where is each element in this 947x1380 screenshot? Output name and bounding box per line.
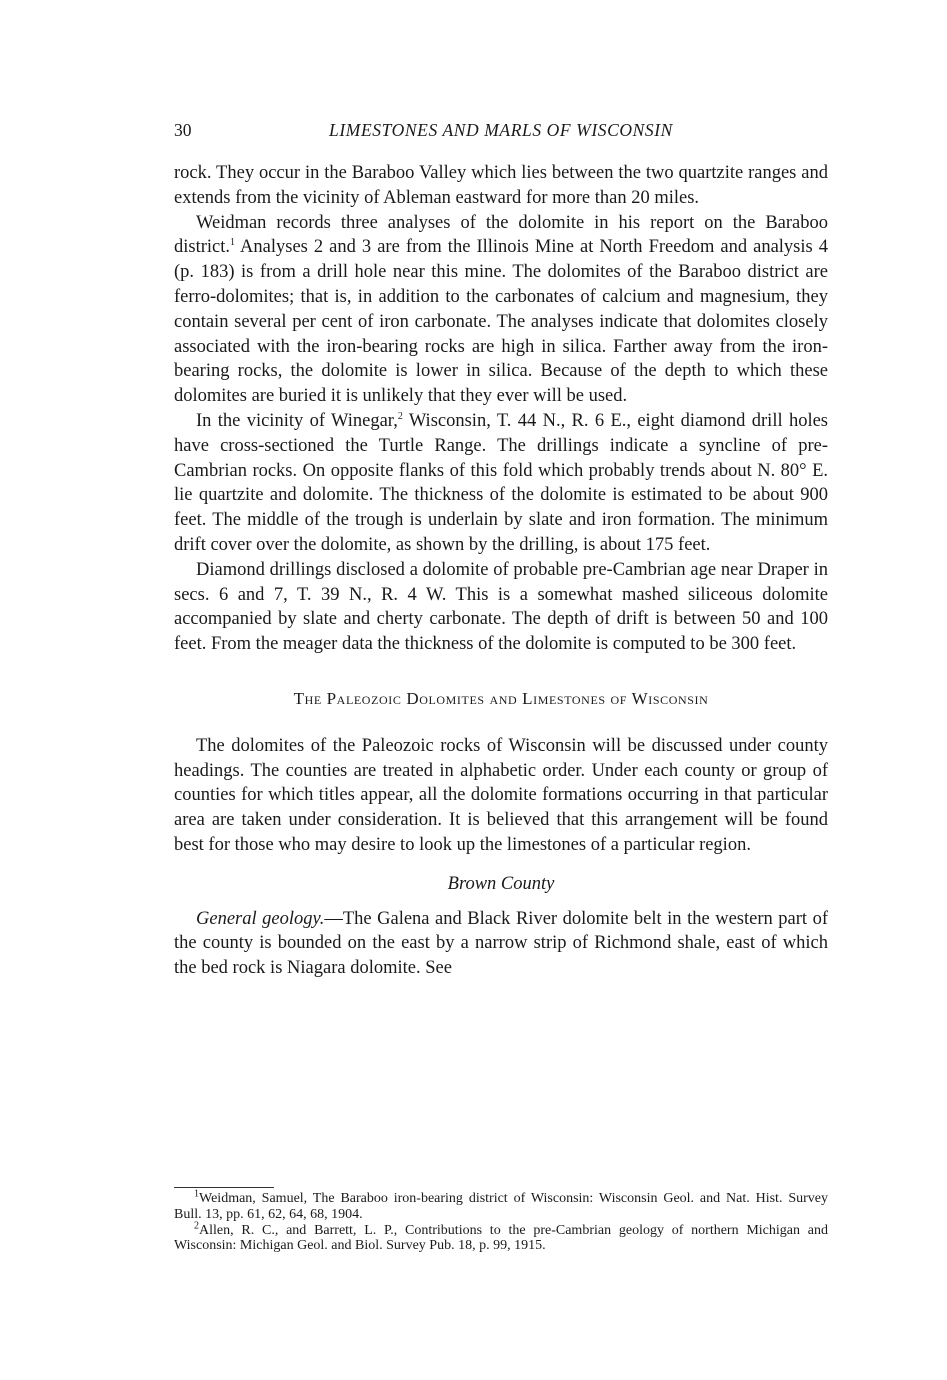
running-title: LIMESTONES AND MARLS OF WISCONSIN	[329, 120, 673, 140]
page-number: 30	[174, 120, 192, 140]
paragraph-3-text-a: In the vicinity of Winegar,	[196, 410, 398, 431]
paragraph-4: Diamond drillings disclosed a dolomite of probable pre-Cambrian age near Draper in secs. 6 and 7, T. 39 N., R. 4 W. This is a somewhat mashed siliceous dolomite accompanied by slate and cherty carbonate. The depth of drift is between 50 and 100 feet. From the meager data the thickness of the dolomite is computed to be 300 feet.	[174, 559, 828, 655]
paragraph-5: The dolomites of the Paleozoic rocks of Wisconsin will be discussed under county headings. The counties are treated in alphabetic order. Under each county or group of counties for which titles appear, all the dolomite formations occurring in that particular area are taken under consideration. It is believed that this arrangement will be found best for those who may desire to look up the limestones of a particular region.	[174, 735, 828, 855]
paragraph-3	[174, 409, 828, 558]
section-heading: The Paleozoic Dolomites and Limestones of Wisconsin	[293, 688, 709, 708]
body-text	[174, 161, 828, 981]
page-header	[174, 118, 828, 142]
footnote-2	[174, 1219, 828, 1255]
subheading: Brown County	[447, 873, 555, 894]
paragraph-6	[174, 907, 828, 981]
paragraph-6-text: —The Galena and Black River dolomite belt in the western part of the county is bounded on the east by a narrow strip of Richmond shale, east of which the bed rock is Niagara dolomite. See	[174, 908, 828, 979]
footnote-2-text: Allen, R. C., and Barrett, L. P., Contributions to the pre-Cambrian geology of northern Michigan and Wisconsin: Michigan Geol. and Biol. Survey Pub. 18, p. 99, 1915.	[174, 1222, 828, 1254]
footnote-rule	[174, 1187, 274, 1188]
footnote-1-text: Weidman, Samuel, The Baraboo iron-bearing district of Wisconsin: Wisconsin Geol. and Nat. Hist. Survey Bull. 13, pp. 61, 62, 64, 68, 1904.	[174, 1191, 828, 1222]
footnotes	[174, 1187, 828, 1254]
paragraph-2	[174, 211, 828, 409]
footnote-1-mark: 1	[194, 1188, 199, 1200]
paragraph-2-text-a: Weidman records three analyses of the dolomite in his report on the Baraboo district.	[174, 212, 828, 258]
paragraph-1: rock. They occur in the Baraboo Valley which lies between the two quartzite ranges and extends from the vicinity of Ableman eastward for more than 20 miles.	[174, 163, 828, 208]
paragraph-3-text-b: Wisconsin, T. 44 N., R. 6 E., eight diamond drill holes have cross-sectioned the Turtle Range. The drillings indicate a syncline of pre-Cambrian rocks. On opposite flanks of this fold which probably trends about N. 80° E. lie quartzite and dolomite. The thickness of the dolomite is estimated to be about 900 feet. The middle of the trough is underlain by slate and iron formation. The minimum drift cover over the dolomite, as shown by the drilling, is about 175 feet.	[174, 410, 829, 555]
paragraph-6-lead: General geology.	[196, 908, 325, 929]
footnote-ref-2: 2	[397, 410, 403, 422]
footnote-ref-1: 1	[230, 237, 236, 249]
footnote-1	[174, 1188, 828, 1223]
paragraph-2-text-b: Analyses 2 and 3 are from the Illinois Mine at North Freedom and analysis 4 (p. 183) is from a drill hole near this mine. The dolomites of the Baraboo district are ferro-dolomites; that is, in addition to the carbonates of calcium and magnesium, they contain several per cent of iron carbonate. The analyses indicate that dolomites closely associated with the iron-bearing rocks are high in silica. Farther away from the iron-bearing rocks, the dolomite is lower in silica. Because of the depth to which these dolomites are buried it is unlikely that they ever will be used.	[174, 237, 828, 407]
footnote-2-mark: 2	[194, 1219, 199, 1231]
